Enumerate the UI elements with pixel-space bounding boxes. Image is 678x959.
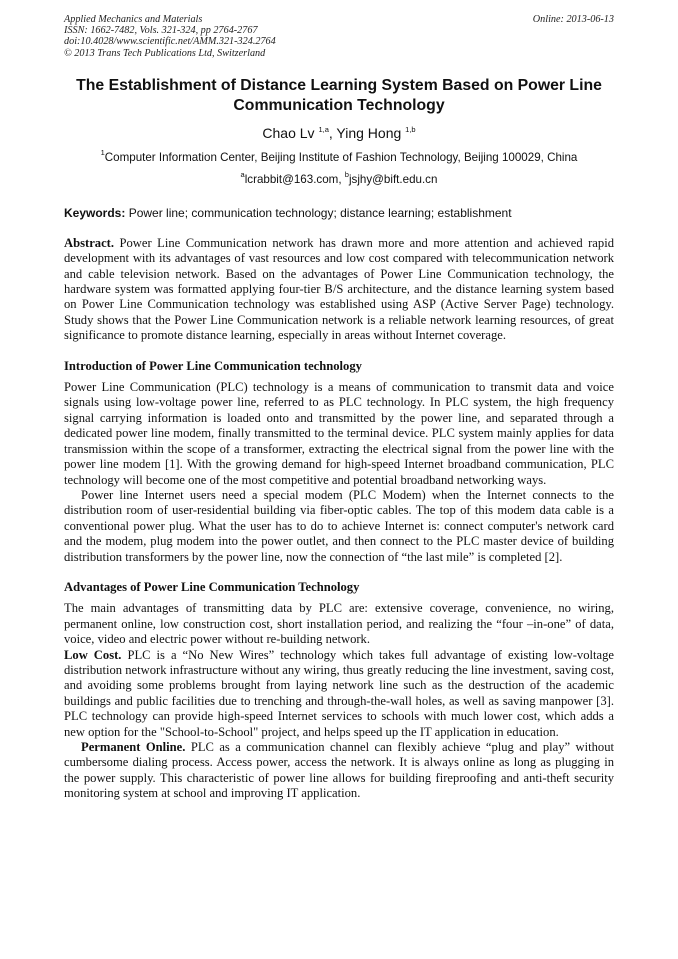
doi-line: doi:10.4028/www.scientific.net/AMM.321-324.2764 — [64, 36, 276, 48]
paper-page — [64, 14, 614, 802]
low-cost-text: PLC is a “No New Wires” technology which takes full advantage of existing low-voltage distribution network infrastructure without any wiring, thus greatly reducing the line investment, saving cost, and avoiding some problems brought from laying network line such as the destruction of the academic buildings and public facilities due to trenching and through-the-wall holes, as well as saving manpower [3]. PLC technology can provide high-speed Internet services to schools with much lower cost, which adds a new option for the "School-to-School" project, and helps speed up the IT application in education. — [64, 647, 614, 739]
author-separator: , — [328, 124, 337, 141]
issn-line: ISSN: 1662-7482, Vols. 321-324, pp 2764-2767 — [64, 25, 258, 37]
advantages-paragraph: The main advantages of transmitting data by PLC are: extensive coverage, convenience, no wiring, permanent online, low construction cost, short installation period, and realizing the “four –in-one” of data, voice, video and electric power without re-building network. — [64, 601, 614, 647]
low-cost-label: Low Cost. — [64, 647, 122, 662]
permanent-online-label: Permanent Online. — [81, 740, 186, 754]
abstract-label: Abstract. — [64, 235, 115, 250]
author-2-affil-mark: 1,b — [405, 124, 416, 134]
section-heading-advantages: Advantages of Power Line Communication Technology — [64, 579, 360, 594]
paper-title: The Establishment of Distance Learning System Based on Power Line Communication Technology — [76, 76, 602, 114]
email-2-mark: b — [344, 169, 349, 179]
author-1-affil-mark: 1,a — [318, 124, 329, 134]
email-1-mark: a — [240, 169, 245, 179]
author-1: Chao Lv — [262, 124, 315, 141]
email-1[interactable]: lcrabbit@163.com — [244, 172, 339, 186]
abstract — [64, 236, 614, 344]
email-separator: , — [338, 172, 345, 186]
section-heading-introduction: Introduction of Power Line Communication technology — [64, 358, 362, 373]
affiliation — [64, 147, 614, 165]
permanent-online-text: PLC as a communication channel can flexibly achieve “plug and play” without cumbersome dialing process. Access power, access the network. It is always online as long as plugging in the power supply. This characteristic of power line allows for building fireproofing and anti-theft security monitoring system at school and improving IT application. — [64, 740, 614, 801]
journal-header — [64, 14, 614, 59]
keywords-text: Power line; communication technology; distance learning; establishment — [125, 205, 512, 220]
abstract-text: Power Line Communication network has drawn more and more attention and achieved rapid development with its advantages of vast resources and low cost compared with telecommunication network and cable television network. Based on the advantages of Power Line Communication technology, the hardware system was formatted applying four-tier B/S architecture, and the distance learning system based on Power Line Communication technology was established using ASP (Active Server Page) technology. Study shows that the Power Line Communication network is a reliable network learning resources, of great significance to promote distance learning, especially in areas without Internet coverage. — [64, 235, 614, 343]
affiliation-text: Computer Information Center, Beijing Institute of Fashion Technology, Beijing 100029, China — [104, 150, 578, 164]
keywords — [64, 206, 614, 221]
online-date: Online: 2013-06-13 — [532, 14, 614, 25]
copyright-line: © 2013 Trans Tech Publications Ltd, Switzerland — [64, 47, 266, 59]
author-line — [64, 124, 614, 142]
low-cost-paragraph — [64, 648, 614, 740]
email-line — [64, 169, 614, 187]
journal-name: Applied Mechanics and Materials — [64, 14, 203, 25]
intro-paragraph-1: Power Line Communication (PLC) technology is a means of communication to transmit data and voice signals using low-voltage power line, referred to as PLC technology. In PLC system, the high frequency signal carrying information is loaded onto and transmitted by the power line, and separated through a dedicated power line modem, finally transmitted to the terminal device. PLC system mainly applies for data transmission within the scope of a transformer, extracting the electrical signal from the power line with the power line modem [1]. With the growing demand for high-speed Internet broadband communication, PLC technology will become one of the most competitive and potential broadband networking ways. — [64, 380, 614, 487]
intro-paragraph-2: Power line Internet users need a special modem (PLC Modem) when the Internet connects to the distribution room of user-residential building via fiber-optic cables. The top of this modem data cable is a conventional power plug. What the user has to do to achieve Internet is: connect computer's network card and the modem, plug modem into the power outlet, and then connect to the PLC master device of building distribution transformers by the power line, now the connection of “the last mile” is completed [2]. — [64, 487, 614, 564]
author-2: Ying Hong — [336, 124, 402, 141]
permanent-online-paragraph — [64, 740, 614, 802]
email-2[interactable]: jsjhy@bift.edu.cn — [348, 172, 438, 186]
keywords-label: Keywords: — [64, 205, 126, 220]
affiliation-mark: 1 — [100, 147, 105, 157]
